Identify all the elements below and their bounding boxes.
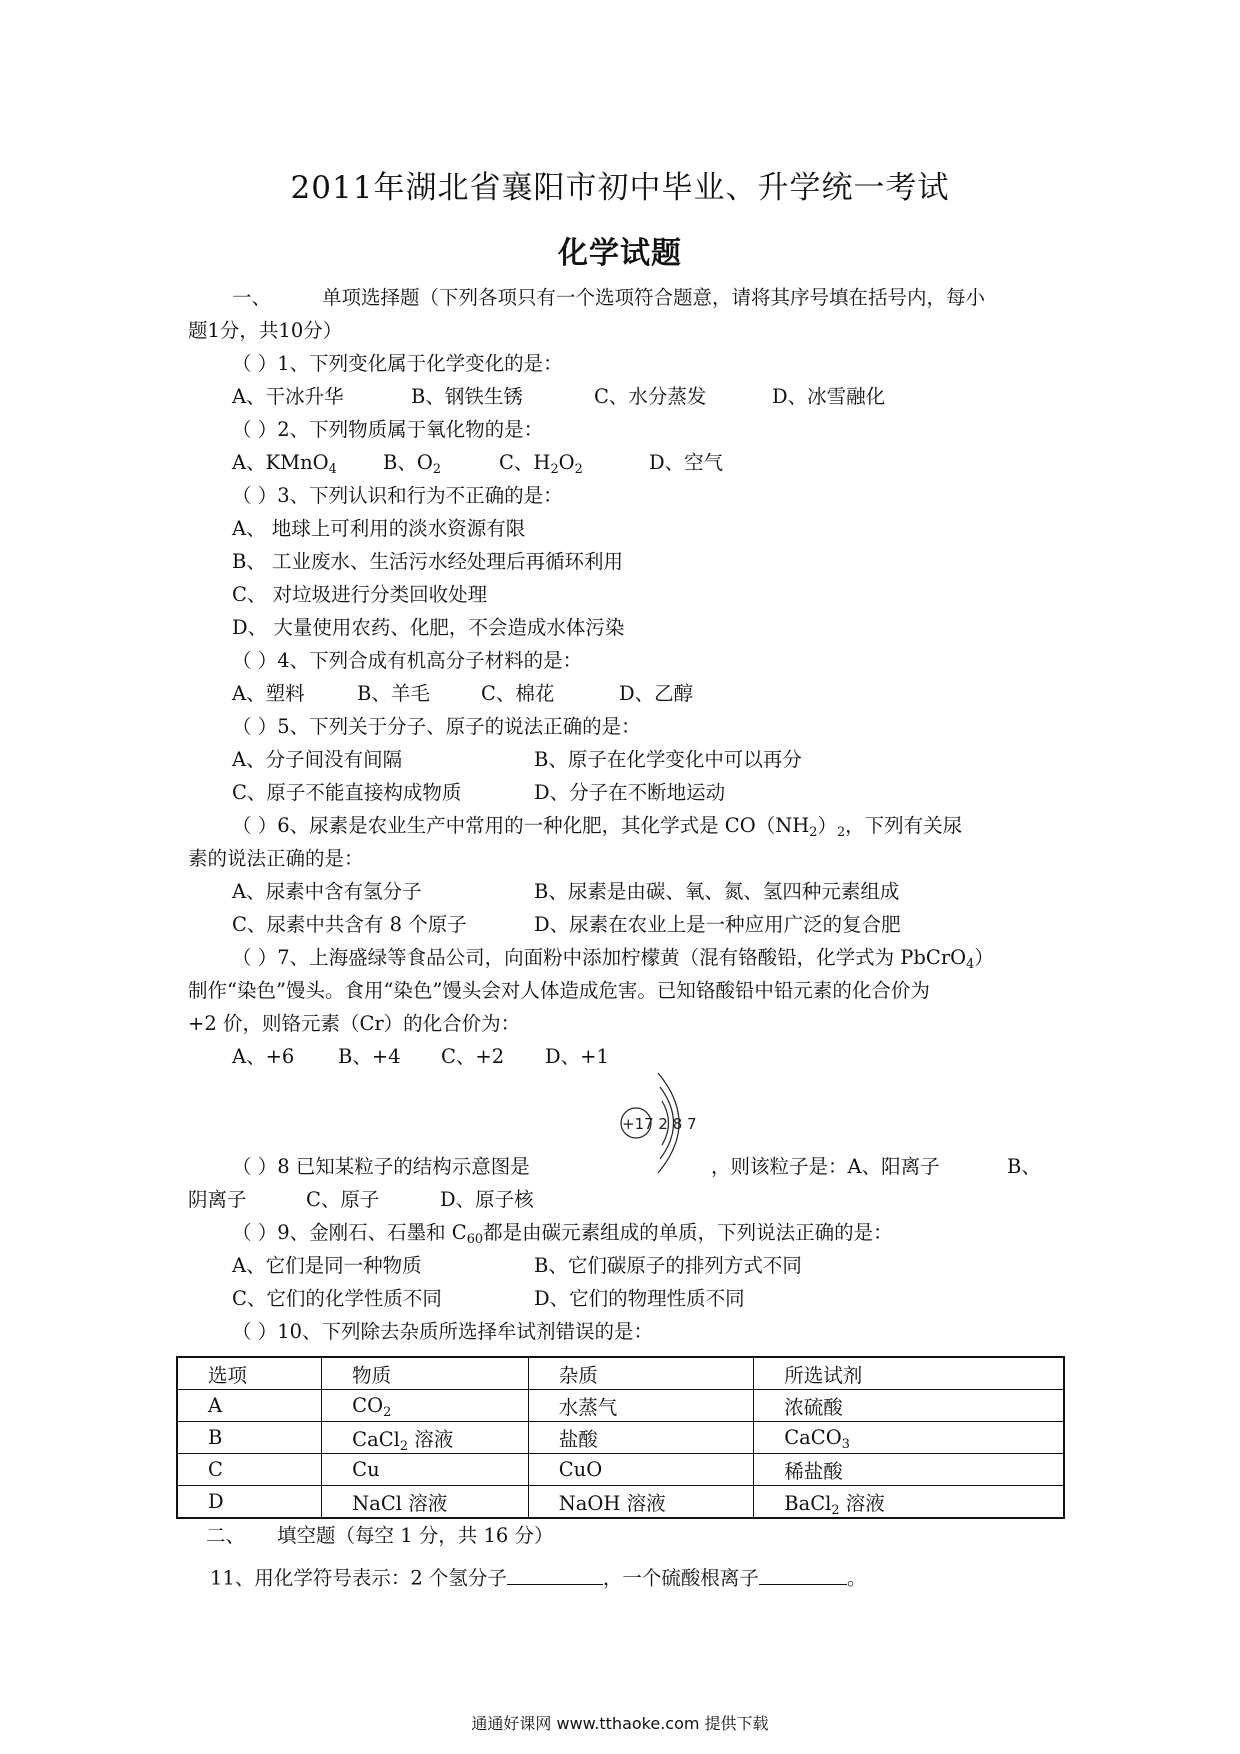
table-cell-reagent: CaCO$_3$ [754,1422,1064,1454]
table-cell-impurity: NaOH 溶液 [528,1486,754,1519]
q5-stem: （ ）5、下列关于分子、原子的说法正确的是： [232,715,641,738]
q1-option-c: C、水分蒸发 [594,385,707,408]
table-header-cell: 物质 [322,1357,529,1390]
q4-option-a: A、塑料 [232,682,305,705]
table-cell-option: A [177,1390,322,1422]
footer-credit: 通通好课网 www.tthaoke.com 提供下载 [471,1714,769,1733]
q8-option-b: B、 [1007,1155,1041,1178]
q1-option-a: A、干冰升华 [232,385,344,408]
q1-stem: （ ）1、下列变化属于化学变化的是： [232,352,563,375]
table-cell-reagent: BaCl$_2$ 溶液 [754,1486,1064,1519]
table-cell-reagent: 稀盐酸 [754,1454,1064,1486]
q7-stem: （ ）7、上海盛绿等食品公司，向面粉中添加柠檬黄（混有铬酸铅，化学式为 PbCrO$_4$） [232,946,994,972]
table-header-cell: 所选试剂 [754,1357,1064,1390]
table-cell-impurity: 水蒸气 [528,1390,754,1422]
q9-option-d: D、它们的物理性质不同 [534,1287,745,1310]
q5-option-d: D、分子在不断地运动 [534,781,726,804]
q1-option-b: B、钢铁生锈 [411,385,523,408]
table-row [177,1422,1064,1454]
q7-stem-cont-1: 制作“染色”馒头。食用“染色”馒头会对人体造成危害。已知铬酸铅中铅元素的化合价为 [188,979,930,1002]
q5-option-b: B、原子在化学变化中可以再分 [534,748,802,771]
table-cell-option: B [177,1422,322,1454]
table-header-cell: 选项 [177,1357,322,1390]
reagent-table [176,1356,1065,1519]
table-header-row [177,1357,1064,1390]
section-2-number: 二、 [206,1524,246,1547]
table-row [177,1486,1064,1519]
q6-stem: （ ）6、尿素是农业生产中常用的一种化肥，其化学式是 $CO(NH_2)_2$，下列有关尿 [232,814,963,840]
table-cell-substance: CaCl$_2$ 溶液 [322,1422,529,1454]
q8-option-c: C、原子 [306,1188,380,1211]
q9-option-a: A、它们是同一种物质 [232,1254,422,1277]
q7-option-d: D、+1 [545,1045,609,1068]
q8-option-a: ，则该粒子是：A、阳离子 [711,1155,940,1178]
q2-stem: （ ）2、下列物质属于氧化物的是： [232,418,544,441]
q8-option-d: D、原子核 [440,1188,534,1211]
page-subtitle: 化学试题 [558,236,682,271]
table-cell-impurity: 盐酸 [528,1422,754,1454]
table-cell-option: C [177,1454,322,1486]
q3-stem: （ ）3、下列认识和行为不正确的是： [232,484,563,507]
section-2-heading: 填空题（每空 1 分，共 16 分） [277,1524,554,1547]
section-1-number: 一、 [232,286,272,309]
q1-option-d: D、冰雪融化 [772,385,886,408]
answer-blank-hydrogen[interactable] [507,1566,603,1585]
q6-option-a: A、尿素中含有氢分子 [232,880,422,903]
q6-stem-cont: 素的说法正确的是： [188,847,364,870]
q4-stem: （ ）4、下列合成有机高分子材料的是： [232,649,583,672]
page-title: 2011年湖北省襄阳市初中毕业、升学统一考试 [290,170,950,206]
q4-option-b: B、羊毛 [357,682,430,705]
table-cell-substance: NaCl 溶液 [322,1486,529,1519]
q5-option-a: A、分子间没有间隔 [232,748,403,771]
q5-option-c: C、原子不能直接构成物质 [232,781,462,804]
q3-option-b: B、 工业废水、生活污水经处理后再循环利用 [232,550,624,573]
section-1-heading-cont: 题1分，共10分） [188,319,343,342]
table-header-cell: 杂质 [528,1357,754,1390]
q3-option-a: A、 地球上可利用的淡水资源有限 [232,517,526,540]
q10-stem: （ ）10、下列除去杂质所选择牟试剂错误的是： [232,1320,654,1343]
q9-stem: （ ）9、金刚石、石墨和 $C_{60}$都是由碳元素组成的单质，下列说法正确的是： [232,1221,893,1247]
q7-option-a: A、+6 [232,1045,295,1068]
q3-option-c: C、 对垃圾进行分类回收处理 [232,583,488,606]
q2-option-b: B、$O_2$ [383,451,442,477]
atom-structure-diagram [600,1065,720,1175]
table-row [177,1454,1064,1486]
q2-option-c: C、$H_2O_2$ [499,451,583,477]
table-cell-impurity: CuO [528,1454,754,1486]
answer-blank-sulfate[interactable] [759,1566,847,1585]
q7-option-c: C、+2 [441,1045,505,1068]
q9-option-b: B、它们碳原子的排列方式不同 [534,1254,802,1277]
q7-option-b: B、+4 [338,1045,401,1068]
q11-stem: 11、用化学符号表示：2 个氢分子 ，一个硫酸根离子 。 [210,1566,867,1590]
q6-option-b: B、尿素是由碳、氧、氮、氢四种元素组成 [534,880,900,903]
table-cell-substance: $CO_2$ [322,1390,529,1422]
table-cell-option: D [177,1486,322,1519]
q6-option-c: C、尿素中共含有 8 个原子 [232,913,467,936]
atom-structure-label: +17 2 8 7 [622,1115,697,1133]
q2-option-d: D、空气 [649,451,724,474]
table-cell-reagent: 浓硫酸 [754,1390,1064,1422]
q4-option-d: D、乙醇 [619,682,694,705]
section-1-heading: 单项选择题（下列各项只有一个选项符合题意，请将其序号填在括号内，每小 [322,286,986,309]
table-row [177,1390,1064,1422]
q8-option-b-cont: 阴离子 [188,1188,247,1211]
q6-option-d: D、尿素在农业上是一种应用广泛的复合肥 [534,913,901,936]
q8-stem: （ ）8 已知某粒子的结构示意图是 [232,1155,530,1178]
q4-option-c: C、棉花 [481,682,555,705]
q2-option-a: A、KMnO$_4$ [232,451,337,477]
table-cell-substance: Cu [322,1454,529,1486]
q7-stem-cont-2: +2 价，则铬元素（Cr）的化合价为： [188,1012,521,1035]
q9-option-c: C、它们的化学性质不同 [232,1287,442,1310]
q3-option-d: D、 大量使用农药、化肥，不会造成水体污染 [232,616,625,639]
